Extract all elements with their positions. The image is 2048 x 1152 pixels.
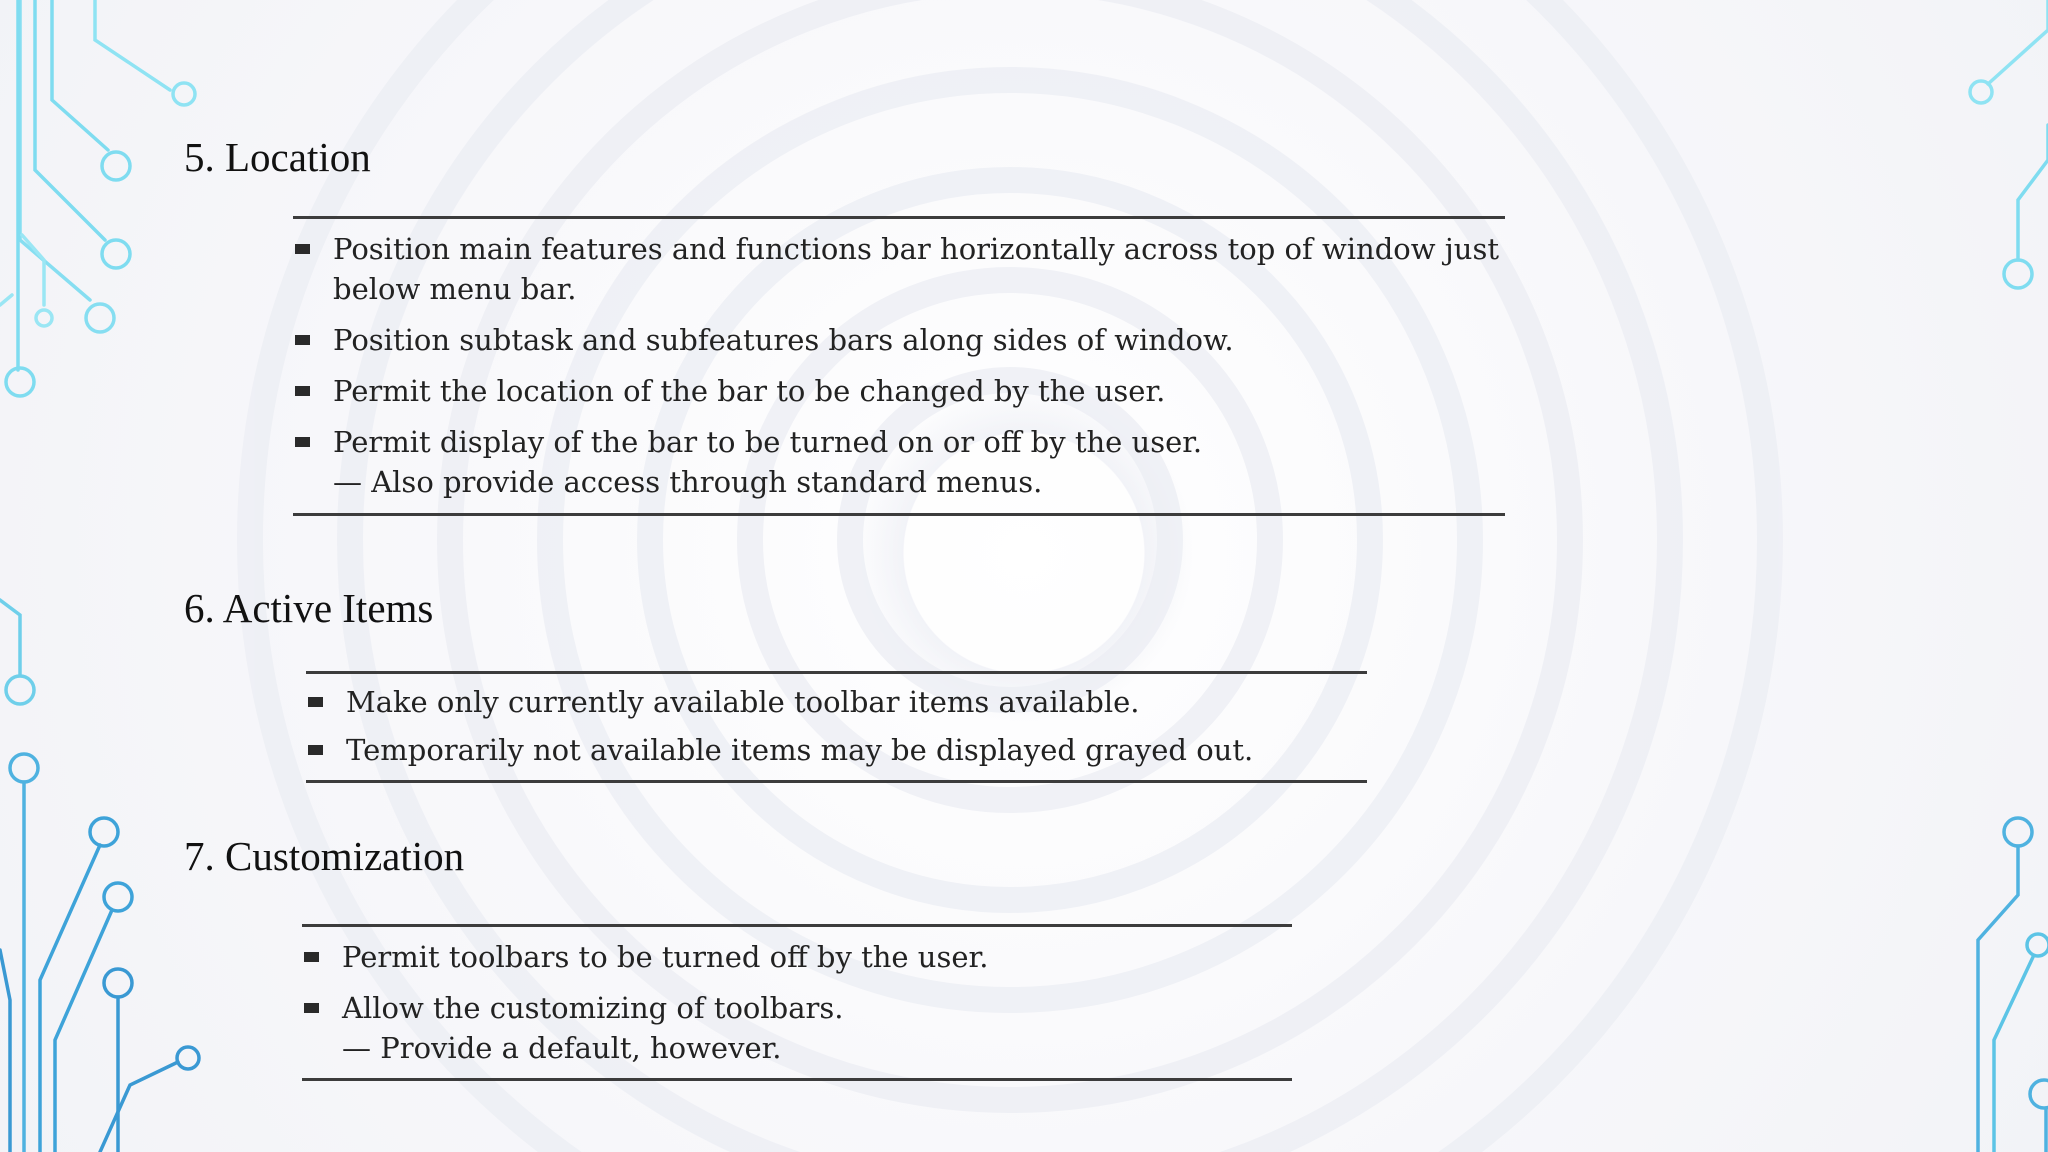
section-heading-customization: 7. Customization bbox=[184, 833, 465, 879]
list-item-text: Permit display of the bar to be turned on or off by the user. bbox=[333, 425, 1203, 459]
bullet-icon bbox=[304, 1003, 319, 1013]
bullet-icon bbox=[304, 952, 319, 962]
location-guidelines-list bbox=[293, 229, 1505, 502]
list-item bbox=[302, 988, 1292, 1068]
list-item bbox=[293, 229, 1505, 309]
list-item-text: Permit toolbars to be turned off by the user. bbox=[342, 940, 989, 974]
list-item-subtext: — Provide a default, however. bbox=[342, 1031, 782, 1065]
list-item bbox=[293, 422, 1505, 502]
bullet-icon bbox=[308, 697, 323, 707]
list-item bbox=[293, 371, 1505, 411]
list-item-text: Position main features and functions bar horizontally across top of window just below menu bar. bbox=[333, 232, 1499, 306]
list-item-text: Make only currently available toolbar items available. bbox=[346, 685, 1140, 719]
list-item-text: Position subtask and subfeatures bars along sides of window. bbox=[333, 323, 1234, 357]
list-item-text: Permit the location of the bar to be changed by the user. bbox=[333, 374, 1166, 408]
active-items-guidelines-box bbox=[306, 671, 1367, 783]
list-item-text: Allow the customizing of toolbars. bbox=[342, 991, 844, 1025]
list-item-text: Temporarily not available items may be displayed grayed out. bbox=[346, 733, 1254, 767]
section-heading-active-items: 6. Active Items bbox=[184, 585, 434, 631]
bullet-icon bbox=[295, 244, 310, 254]
list-item bbox=[306, 682, 1367, 722]
bullet-icon bbox=[295, 437, 310, 447]
circuit-decoration-right bbox=[1818, 0, 2048, 1152]
bullet-icon bbox=[308, 745, 323, 755]
list-item bbox=[293, 320, 1505, 360]
list-item bbox=[306, 730, 1367, 770]
customization-guidelines-list bbox=[302, 937, 1292, 1068]
list-item-subtext: — Also provide access through standard menus. bbox=[333, 465, 1043, 499]
customization-guidelines-box bbox=[302, 924, 1292, 1081]
bullet-icon bbox=[295, 386, 310, 396]
active-items-guidelines-list bbox=[306, 682, 1367, 770]
location-guidelines-box bbox=[293, 216, 1505, 516]
section-heading-location: 5. Location bbox=[184, 134, 371, 180]
list-item bbox=[302, 937, 1292, 977]
bullet-icon bbox=[295, 335, 310, 345]
